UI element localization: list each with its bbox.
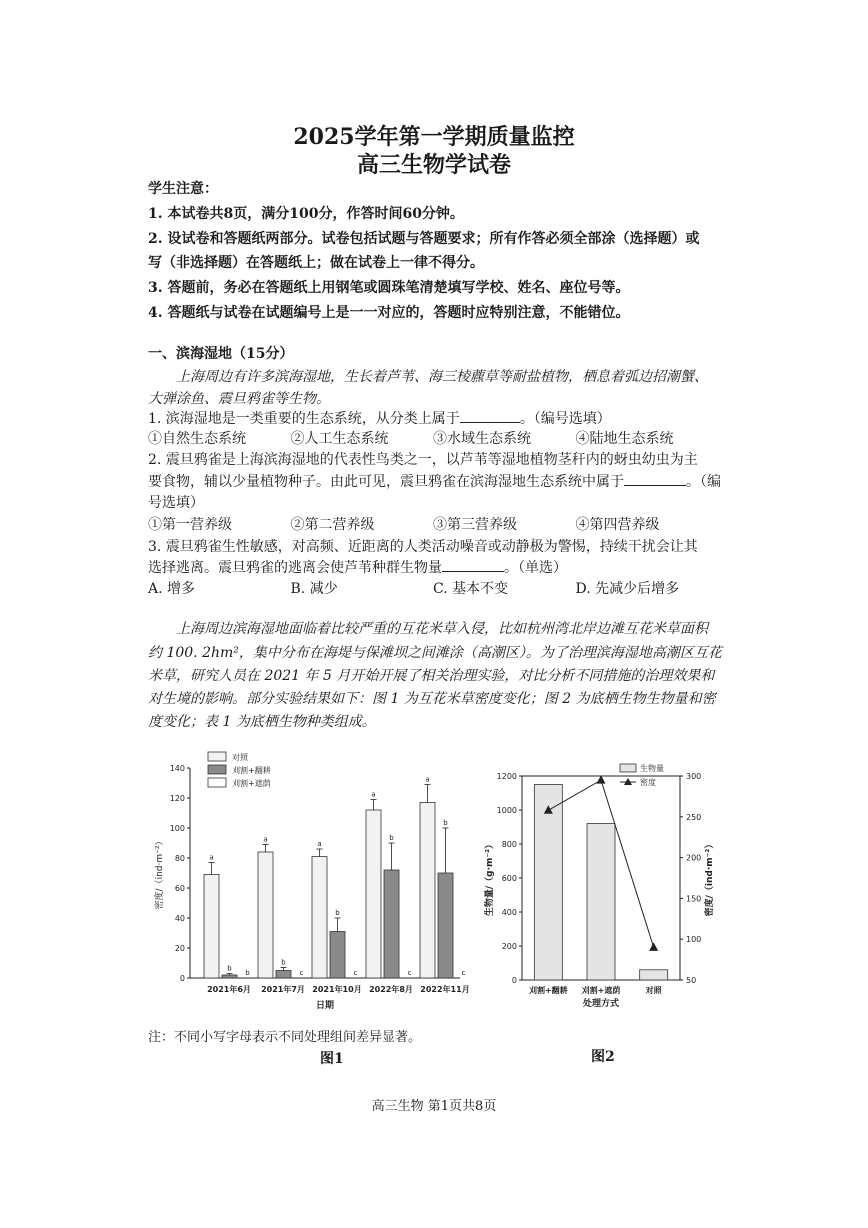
y2-tick-label: 250 [686, 812, 702, 822]
y-tick-label: 20 [174, 944, 185, 953]
question-2-line-1: 2. 震旦鸦雀是上海滨海湿地的代表性鸟类之一，以芦苇等湿地植物茎秆内的蚜虫幼虫为主 [148, 452, 698, 468]
passage-line-4: 对生境的影响。部分实验结果如下：图 1 为互花米草密度变化；图 2 为底栖生物生物量和密 [148, 691, 716, 707]
significance-label: b [245, 969, 250, 977]
legend-label: 密度 [640, 778, 656, 787]
significance-label: c [299, 969, 304, 977]
y-tick-label: 60 [174, 884, 185, 893]
question-1-text: 1. 滨海湿地是一类重要的生态系统，从分类上属于 [148, 411, 460, 427]
y-tick-label: 0 [511, 976, 517, 985]
notice-item-3: 3. 答题前，务必在答题纸上用钢笔或圆珠笔清楚填写学校、姓名、座位号等。 [148, 280, 630, 296]
y-tick-label: 120 [169, 794, 185, 803]
answer-blank [624, 473, 686, 486]
page-subtitle: 高三生物学试卷 [356, 152, 511, 178]
legend-swatch [208, 778, 226, 787]
x-axis-label: 处理方式 [582, 999, 620, 1009]
significance-label: a [371, 790, 376, 799]
bar [276, 971, 291, 979]
option: A. 增多 [148, 581, 196, 597]
y2-tick-label: 200 [686, 853, 702, 863]
option: ③水域生态系统 [433, 431, 531, 447]
figure-1-chart [150, 748, 470, 1018]
y-tick-label: 80 [174, 854, 185, 863]
notice-item-2-cont: 写（非选择题）在答题纸上；做在试卷上一律不得分。 [148, 255, 484, 271]
intro-line-1: 上海周边有许多滨海湿地，生长着芦苇、海三棱藨草等耐盐植物，栖息着弧边招潮蟹、 [176, 369, 708, 385]
significance-label: c [461, 969, 466, 977]
option: B. 减少 [290, 581, 338, 597]
y2-tick-label: 50 [686, 976, 697, 985]
passage-line-3: 米草，研究人员在 2021 年 5 月开始开展了相关治理实验，对比分析不同措施的治理效果和 [148, 668, 715, 684]
question-3-options [148, 578, 718, 598]
y-tick-label: 800 [501, 840, 517, 849]
y-axis-label: 生物量/（g·m⁻²） [485, 839, 495, 917]
y-tick-label: 1200 [496, 772, 517, 781]
answer-blank [442, 559, 504, 572]
question-2-line-2 [148, 471, 721, 491]
bar [204, 875, 219, 979]
legend-swatch [208, 765, 226, 774]
y-tick-label: 100 [169, 824, 185, 833]
significance-label: a [209, 853, 214, 862]
section-heading: 一、滨海湿地（15分） [148, 346, 294, 362]
notice-item-1: 1. 本试卷共8页，满分100分，作答时间60分钟。 [148, 206, 464, 222]
option: C. 基本不变 [433, 581, 509, 597]
notice-item-4: 4. 答题纸与试卷在试题编号上是一一对应的，答题时应特别注意，不能错位。 [148, 305, 630, 321]
question-3-text: 选择逃离。震旦鸦雀的逃离会使芦苇种群生物量 [148, 560, 442, 576]
question-1-options [148, 428, 718, 448]
y-tick-label: 200 [501, 942, 517, 951]
significance-label: b [443, 819, 448, 827]
option: ②人工生态系统 [290, 431, 389, 447]
density-point [649, 942, 658, 951]
option: ①第一营养级 [148, 517, 232, 533]
figure-2-chart [480, 758, 720, 1018]
bar [330, 932, 345, 979]
significance-label: b [281, 958, 286, 967]
figure-1-caption: 图1 [320, 1051, 344, 1067]
bar [420, 803, 435, 979]
legend-label: 刈割+翻耕 [232, 766, 271, 775]
option: ④第四营养级 [575, 517, 660, 533]
legend-swatch [208, 752, 226, 761]
option: ③第三营养级 [433, 517, 517, 533]
legend-swatch [620, 764, 636, 772]
question-2-text: 要食物，辅以少量植物种子。由此可见，震旦鸦雀在滨海湿地生态系统中属于 [148, 474, 624, 490]
x-tick-label: 刈割+遮荫 [581, 986, 621, 995]
x-tick-label: 2021年7月 [261, 985, 305, 994]
question-2-suffix: 。（编 [686, 474, 721, 490]
bar [534, 785, 562, 981]
figure-1-note: 注：不同小写字母表示不同处理组间差异显著。 [148, 1030, 422, 1045]
y2-tick-label: 300 [686, 772, 702, 781]
y-tick-label: 600 [501, 874, 517, 883]
bar [640, 970, 668, 980]
page-title: 2025学年第一学期质量监控 [293, 124, 575, 150]
option: ②第二营养级 [290, 517, 375, 533]
answer-blank [460, 410, 520, 423]
figure-2-caption: 图2 [591, 1049, 615, 1065]
y2-axis-label: 密度/（ind·m⁻²） [705, 839, 715, 917]
option: D. 先减少后增多 [575, 581, 680, 597]
bar [258, 852, 273, 978]
option: ①自然生态系统 [148, 431, 246, 447]
significance-label: b [227, 964, 232, 973]
bar [366, 810, 381, 978]
y-axis-label: 密度/（ind·m⁻²） [155, 836, 165, 910]
x-tick-label: 2021年10月 [312, 985, 362, 994]
significance-label: a [263, 835, 268, 844]
significance-label: c [353, 969, 358, 977]
legend-label: 刈割+遮荫 [232, 779, 271, 788]
notice-heading: 学生注意： [148, 181, 218, 197]
x-tick-label: 2022年11月 [420, 985, 470, 994]
bar [222, 975, 237, 978]
passage-line-2: 约 100. 2hm²，集中分布在海堤与保滩坝之间滩涂（高潮区）。为了治理滨海湿地高潮区互花 [148, 645, 722, 661]
question-3-line-2 [148, 557, 567, 577]
question-1-suffix: 。（编号选填） [519, 411, 611, 427]
legend-label: 生物量 [640, 764, 664, 773]
question-3-suffix: 。（单选） [504, 560, 567, 576]
bar [587, 824, 615, 980]
question-2-line-3: 号选填） [148, 495, 204, 511]
page-footer: 高三生物 第1页共8页 [371, 1099, 497, 1114]
bar [384, 870, 399, 978]
y-tick-label: 400 [501, 908, 517, 917]
y2-tick-label: 150 [686, 894, 702, 904]
x-tick-label: 对照 [645, 986, 662, 995]
x-tick-label: 2021年6月 [207, 985, 251, 994]
x-tick-label: 刈割+翻耕 [528, 986, 568, 995]
y2-tick-label: 100 [686, 935, 702, 945]
passage-line-1: 上海周边滨海湿地面临着比较严重的互花米草入侵，比如杭州湾北岸边滩互花米草面积 [176, 621, 708, 637]
notice-item-2: 2. 设试卷和答题纸两部分。试卷包括试题与答题要求；所有作答必须全部涂（选择题）或 [148, 231, 700, 247]
option: ④陆地生态系统 [575, 431, 674, 447]
y-tick-label: 0 [179, 974, 185, 983]
significance-label: a [317, 840, 322, 848]
passage-line-5: 度变化；表 1 为底栖生物种类组成。 [148, 714, 376, 730]
bar [312, 857, 327, 979]
question-1-stem [148, 408, 611, 428]
significance-label: b [389, 834, 394, 842]
y-tick-label: 1000 [496, 806, 517, 815]
significance-label: a [425, 775, 430, 784]
significance-label: c [407, 969, 412, 977]
intro-line-2: 大弹涂鱼、震旦鸦雀等生物。 [148, 391, 330, 407]
y-tick-label: 40 [174, 914, 185, 923]
significance-label: b [335, 909, 340, 917]
question-3-line-1: 3. 震旦鸦雀生性敏感，对高频、近距离的人类活动噪音或动静极为警惕，持续干扰会让其 [148, 539, 698, 555]
legend-label: 对照 [232, 753, 248, 762]
y-tick-label: 140 [169, 764, 185, 773]
x-axis-label: 日期 [315, 1001, 335, 1011]
bar [438, 873, 453, 978]
x-tick-label: 2022年8月 [369, 985, 413, 994]
question-2-options [148, 514, 718, 534]
